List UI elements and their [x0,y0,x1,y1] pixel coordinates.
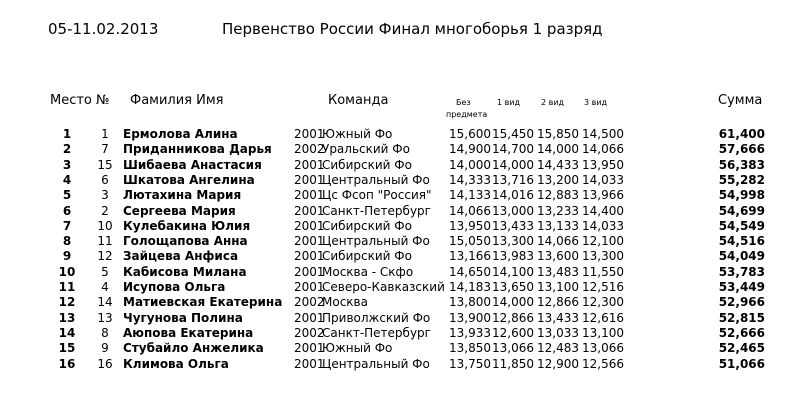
number-cell: 6 [101,172,109,187]
score-bez-cell: 15,600 [449,127,491,141]
place-cell: 1 [62,127,72,141]
team-cell: Цс Фсоп "Россия" [322,188,432,203]
athlete-name-cell: Шибаева Анастасия [123,157,262,172]
score-vid3-cell: 12,100 [582,234,624,249]
score-bez-cell: 14,650 [449,264,491,279]
total-score-cell: 54,998 [718,188,765,203]
athlete-name-cell: Аюпова Екатерина [123,325,254,340]
table-row [0,188,800,203]
athlete-name-cell: Приданникова Дарья [123,142,272,157]
col-team: Команда [328,93,389,108]
athlete-name-cell: Кабисова Милана [123,264,247,279]
table-row [0,249,800,264]
athlete-name-cell: Чугунова Полина [123,310,243,325]
number-cell: 8 [101,325,109,340]
col-vid2: 2 вид [541,98,565,107]
place-cell: 12 [58,295,76,310]
col-bez-line2: предмета [446,110,488,119]
score-bez-cell: 13,950 [449,218,491,233]
athlete-name-cell: Шкатова Ангелина [123,172,255,187]
score-vid2-cell: 13,600 [537,249,579,264]
athlete-name-cell: Кулебакина Юлия [123,218,251,233]
team-cell: Уральский Фо [322,142,410,157]
total-score-cell: 55,282 [718,172,765,187]
team-cell: Санкт-Петербург [322,203,431,218]
athlete-name-cell: Лютахина Мария [123,188,242,203]
birth-year-cell: 2001 [294,157,325,172]
score-vid2-cell: 14,066 [537,234,579,249]
team-cell: Южный Фо [322,341,393,356]
place-cell: 10 [58,264,76,279]
birth-year-cell: 2001 [294,280,325,294]
team-cell: Сибирский Фо [322,157,412,172]
place-cell: 5 [62,188,72,203]
total-score-cell: 56,383 [718,157,765,172]
birth-year-cell: 2001 [294,264,325,279]
col-total: Сумма [718,93,763,108]
score-vid2-cell: 13,483 [537,264,579,279]
score-bez-cell: 14,066 [449,203,491,218]
col-name: Фамилия Имя [130,93,224,108]
score-vid1-cell: 13,433 [492,218,534,233]
place-cell: 2 [62,142,72,157]
birth-year-cell: 2001 [294,234,325,249]
score-vid1-cell: 14,016 [492,188,534,203]
score-vid3-cell: 14,033 [582,172,624,187]
total-score-cell: 57,666 [718,142,765,157]
number-cell: 9 [101,341,109,356]
team-cell: Москва [322,295,368,310]
table-row [0,158,800,173]
score-vid3-cell: 14,500 [582,127,624,141]
birth-year-cell: 2002 [294,325,325,340]
number-cell: 4 [101,280,109,294]
athlete-name-cell: Исупова Ольга [123,280,226,294]
number-cell: 16 [97,356,113,371]
score-vid1-cell: 14,100 [492,264,534,279]
team-cell: Северо-Кавказский [322,280,445,294]
score-vid1-cell: 13,000 [492,203,534,218]
place-cell: 3 [62,157,72,172]
place-cell: 11 [58,280,76,294]
place-cell: 4 [62,172,72,187]
place-cell: 8 [62,234,72,249]
athlete-name-cell: Стубайло Анжелика [123,341,264,356]
score-bez-cell: 14,133 [449,188,491,203]
table-row [0,357,800,372]
score-bez-cell: 14,183 [449,280,491,294]
place-cell: 14 [58,325,76,340]
score-bez-cell: 13,850 [449,341,491,356]
total-score-cell: 53,449 [718,280,765,294]
score-vid1-cell: 13,650 [492,280,534,294]
number-cell: 13 [97,310,113,325]
athlete-name-cell: Сергеева Мария [123,203,236,218]
total-score-cell: 61,400 [718,127,765,141]
birth-year-cell: 2001 [294,172,325,187]
athlete-name-cell: Климова Ольга [123,356,229,371]
score-vid2-cell: 14,433 [537,157,579,172]
number-cell: 3 [101,188,109,203]
birth-year-cell: 2001 [294,356,325,371]
birth-year-cell: 2001 [294,188,325,203]
total-score-cell: 52,666 [718,325,765,340]
score-vid2-cell: 12,866 [537,295,579,310]
score-vid1-cell: 13,066 [492,341,534,356]
team-cell: Сибирский Фо [322,218,412,233]
place-cell: 16 [58,356,76,371]
total-score-cell: 52,815 [718,310,765,325]
score-vid2-cell: 12,900 [537,356,579,371]
score-vid3-cell: 14,033 [582,218,624,233]
total-score-cell: 54,549 [718,218,765,233]
score-vid2-cell: 13,133 [537,218,579,233]
score-bez-cell: 14,333 [449,172,491,187]
total-score-cell: 51,066 [718,356,765,371]
col-num: № [96,93,110,108]
table-row [0,219,800,234]
team-cell: Центральный Фо [322,172,430,187]
number-cell: 1 [101,127,109,141]
number-cell: 11 [97,234,113,249]
table-row [0,127,800,142]
score-bez-cell: 13,166 [449,249,491,264]
birth-year-cell: 2001 [294,249,325,264]
score-vid1-cell: 14,000 [492,295,534,310]
table-row [0,265,800,280]
score-vid2-cell: 13,233 [537,203,579,218]
score-vid1-cell: 13,983 [492,249,534,264]
score-vid1-cell: 13,716 [492,172,534,187]
score-vid3-cell: 13,100 [582,325,624,340]
place-cell: 13 [58,310,76,325]
score-vid3-cell: 13,066 [582,341,624,356]
number-cell: 7 [101,142,109,157]
score-vid1-cell: 14,000 [492,157,534,172]
total-score-cell: 54,699 [718,203,765,218]
team-cell: Санкт-Петербург [322,325,431,340]
table-row [0,326,800,341]
table-row [0,280,800,295]
team-cell: Москва - Скфо [322,264,414,279]
number-cell: 10 [97,218,113,233]
score-vid1-cell: 11,850 [492,356,534,371]
score-vid2-cell: 13,100 [537,280,579,294]
team-cell: Южный Фо [322,127,393,141]
score-vid3-cell: 12,300 [582,295,624,310]
place-cell: 7 [62,218,72,233]
score-vid1-cell: 12,600 [492,325,534,340]
table-row [0,295,800,310]
birth-year-cell: 2002 [294,142,325,157]
team-cell: Приволжский Фо [322,310,431,325]
number-cell: 2 [101,203,109,218]
athlete-name-cell: Зайцева Анфиса [123,249,239,264]
score-bez-cell: 13,933 [449,325,491,340]
competition-date: 05-11.02.2013 [48,20,159,38]
table-row [0,142,800,157]
col-vid3: 3 вид [584,98,608,107]
team-cell: Сибирский Фо [322,249,412,264]
birth-year-cell: 2001 [294,203,325,218]
team-cell: Центральный Фо [322,234,430,249]
place-cell: 15 [58,341,76,356]
birth-year-cell: 2001 [294,127,325,141]
page-title: Первенство России Финал многоборья 1 разряд [222,20,603,38]
place-cell: 6 [62,203,72,218]
score-vid3-cell: 13,300 [582,249,624,264]
total-score-cell: 53,783 [718,264,765,279]
score-vid3-cell: 11,550 [582,264,624,279]
score-bez-cell: 13,800 [449,295,491,310]
score-vid1-cell: 13,300 [492,234,534,249]
birth-year-cell: 2001 [294,310,325,325]
number-cell: 12 [97,249,113,264]
score-vid3-cell: 14,066 [582,142,624,157]
score-vid1-cell: 14,700 [492,142,534,157]
score-vid3-cell: 13,966 [582,188,624,203]
score-vid3-cell: 12,516 [582,280,624,294]
birth-year-cell: 2001 [294,341,325,356]
athlete-name-cell: Голощапова Анна [123,234,248,249]
score-vid3-cell: 12,616 [582,310,624,325]
score-vid2-cell: 13,433 [537,310,579,325]
total-score-cell: 52,465 [718,341,765,356]
place-cell: 9 [62,249,72,264]
score-bez-cell: 15,050 [449,234,491,249]
col-vid1: 1 вид [497,98,521,107]
score-vid2-cell: 15,850 [537,127,579,141]
score-vid3-cell: 12,566 [582,356,624,371]
col-bez-line1: Без [456,98,471,107]
birth-year-cell: 2002 [294,295,325,310]
number-cell: 5 [101,264,109,279]
total-score-cell: 52,966 [718,295,765,310]
table-row [0,173,800,188]
table-row [0,311,800,326]
score-vid2-cell: 12,483 [537,341,579,356]
table-row [0,204,800,219]
score-vid2-cell: 12,883 [537,188,579,203]
athlete-name-cell: Матиевская Екатерина [123,295,283,310]
number-cell: 14 [97,295,113,310]
total-score-cell: 54,049 [718,249,765,264]
score-bez-cell: 14,000 [449,157,491,172]
score-vid1-cell: 15,450 [492,127,534,141]
total-score-cell: 54,516 [718,234,765,249]
col-place: Место [50,93,92,108]
score-vid2-cell: 14,000 [537,142,579,157]
birth-year-cell: 2001 [294,218,325,233]
score-vid2-cell: 13,033 [537,325,579,340]
score-vid3-cell: 14,400 [582,203,624,218]
score-bez-cell: 14,900 [449,142,491,157]
table-row [0,234,800,249]
athlete-name-cell: Ермолова Алина [123,127,238,141]
team-cell: Центральный Фо [322,356,430,371]
number-cell: 15 [97,157,113,172]
score-bez-cell: 13,750 [449,356,491,371]
score-vid1-cell: 12,866 [492,310,534,325]
score-vid3-cell: 13,950 [582,157,624,172]
table-row [0,341,800,356]
score-vid2-cell: 13,200 [537,172,579,187]
score-bez-cell: 13,900 [449,310,491,325]
